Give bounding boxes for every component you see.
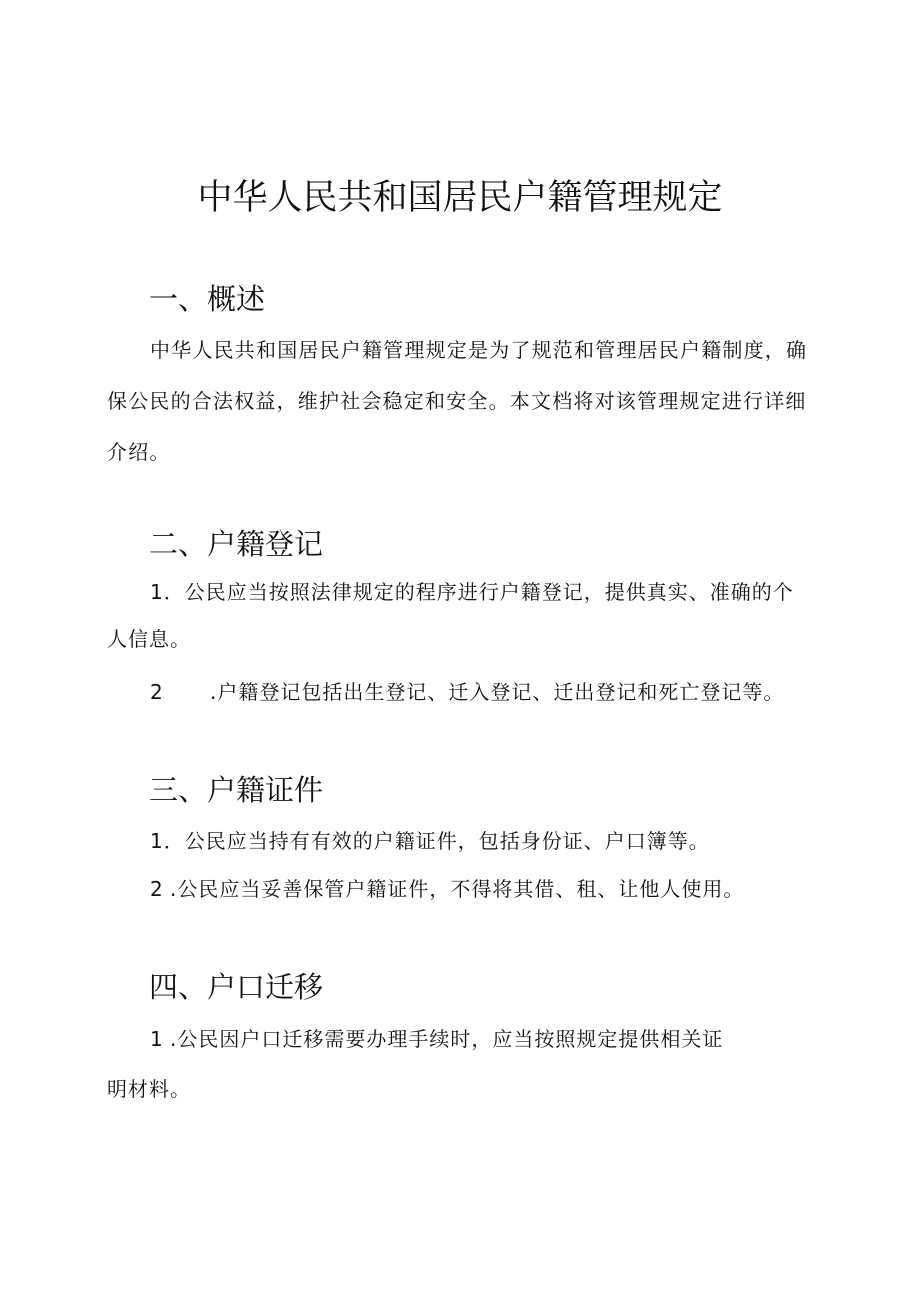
list-item-number: 1	[150, 580, 164, 604]
list-item-text: ．公民应当持有有效的户籍证件，包括身份证、户口簿等。	[163, 829, 710, 853]
section-heading-migration: 四、户口迁移	[149, 970, 324, 1004]
section-heading-certificates: 三、户籍证件	[149, 773, 324, 807]
list-item	[150, 677, 784, 707]
list-item-number: 1	[150, 829, 164, 853]
list-item	[150, 826, 710, 856]
list-item-continuation: 明材料。	[107, 1077, 191, 1101]
list-item-number: 2	[150, 680, 164, 704]
list-item-text: .公民因户口迁移需要办理手续时，应当按照规定提供相关证	[170, 1027, 724, 1051]
overview-paragraph: 中华人民共和国居民户籍管理规定是为了规范和管理居民户籍制度，确保公民的合法权益，维护社会稳定和安全。本文档将对该管理规定进行详细介绍。	[107, 338, 808, 464]
list-item-number: 2	[150, 877, 164, 901]
document-title: 中华人民共和国居民户籍管理规定	[197, 178, 723, 218]
list-item	[150, 577, 794, 607]
list-item-text: .户籍登记包括出生登记、迁入登记、迁出登记和死亡登记等。	[210, 680, 785, 704]
list-item-continuation: 人信息。	[107, 627, 191, 651]
section-heading-overview: 一、概述	[149, 282, 266, 316]
list-item-text: ．公民应当按照法律规定的程序进行户籍登记，提供真实、准确的个	[163, 580, 794, 604]
section-heading-registration: 二、户籍登记	[149, 527, 324, 561]
list-item	[150, 874, 744, 904]
list-item-number: 1	[150, 1027, 164, 1051]
list-item-text: .公民应当妥善保管户籍证件，不得将其借、租、让他人使用。	[170, 877, 745, 901]
list-item	[150, 1024, 723, 1054]
